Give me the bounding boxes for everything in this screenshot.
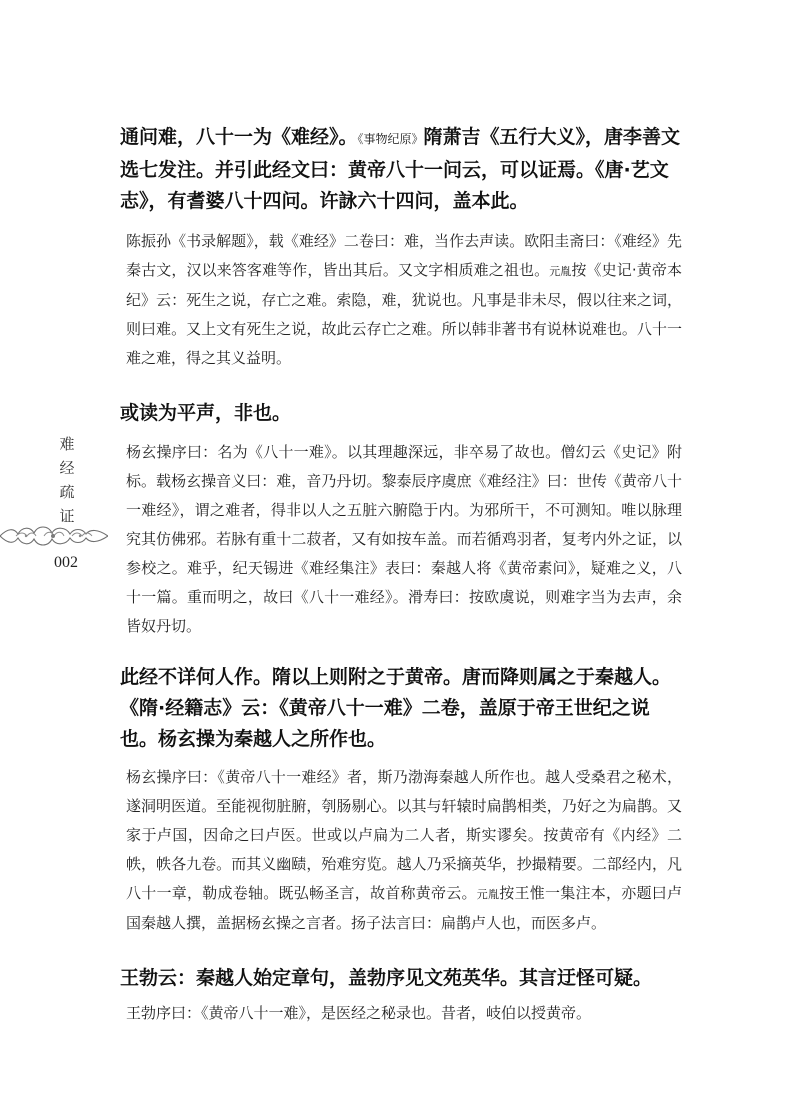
running-title xyxy=(52,432,82,528)
main-text-paragraph xyxy=(120,398,682,429)
commentary-paragraph xyxy=(120,438,682,641)
commentary-paragraph xyxy=(120,763,682,938)
commentary-paragraph xyxy=(120,999,682,1028)
text-run: 按王惟一集注本，亦题曰卢国秦越人撰，盖据杨玄操之言者。扬子法言曰：扁鹊卢人也，而医多卢。 xyxy=(126,884,682,932)
running-title-char: 疏 xyxy=(59,483,75,501)
main-text xyxy=(120,122,682,1028)
running-title-char: 经 xyxy=(59,459,75,477)
text-run: 陈振孙《书录解题》，载《难经》二卷曰：难，当作去声读。欧阳圭斋曰：《难经》先秦古文，汉以来答客难等作，皆出其后。又文字相质难之祖也。 xyxy=(126,232,682,279)
text-run: 或读为平声，非也。 xyxy=(120,402,292,424)
running-title-char: 证 xyxy=(59,507,75,525)
page-number: 002 xyxy=(54,554,78,571)
text-run: 按《史记·黄帝本纪》云：死生之说，存亡之难。索隐，难，犹说也。凡事是非未尽，假以往来之词，则曰难。又上文有死生之说，故此云存亡之难。所以韩非著书有说林说难也。八十一难之难，得之其义益明。 xyxy=(126,261,682,367)
cloud-ornament-icon xyxy=(0,519,108,553)
running-title-char: 难 xyxy=(59,435,75,453)
main-text-paragraph xyxy=(120,963,682,994)
text-run: 杨玄操序曰：名为《八十一难》。以其理趣深远，非卒易了故也。僧幻云《史记》附标。载杨玄操音义曰：难，音乃丹切。黎泰辰序虞庶《难经注》曰：世传《黄帝八十一难经》，谓之难者，得非以人之五脏六腑隐于内。为邪所干，不可测知。唯以脉理究其仿佛邪。若脉有重十二菽者，又有如按车盖。而若循鸡羽者，复考内外之证，以参校之。难乎，纪天锡进《难经集注》表曰：秦越人将《黄帝素问》，疑难之义，八十一篇。重而明之，故曰《八十一难经》。滑寿曰：按欧虞说，则难字当为去声，余皆奴丹切。 xyxy=(126,443,682,635)
text-run: 隋萧吉《五行大义》，唐李善文选七发注。并引此经文曰：黄帝八十一问云，可以证焉。《唐·艺文志》，有耆婆八十四问。许詠六十四问，盖本此。 xyxy=(120,126,681,212)
inline-annotation: 《事物纪原》 xyxy=(357,132,424,146)
text-run: 通问难，八十一为《难经》。 xyxy=(120,126,358,148)
text-run: 此经不详何人作。隋以上则附之于黄帝。唐而降则属之于秦越人。《隋·经籍志》云：《黄帝八十一难》二卷，盖原于帝王世纪之说也。杨玄操为秦越人之所作也。 xyxy=(120,666,672,750)
text-run: 王勃云：秦越人始定章句，盖勃序见文苑英华。其言迂怪可疑。 xyxy=(120,967,653,989)
text-run: 杨玄操序曰：《黄帝八十一难经》者，斯乃渤海秦越人所作也。越人受桑君之秘术，遂洞明医道。至能视彻脏腑，刳肠剔心。以其与轩辕时扁鹊相类，乃好之为扁鹊。又家于卢国，因命之曰卢医。世或以卢扁为二人者，斯实谬矣。按黄帝有《内经》二帙，帙各九卷。而其义幽赜，殆难穷览。越人乃采摘英华，抄撮精要。二部经内，凡八十一章，勒成卷轴。既弘畅圣言，故首称黄帝云。 xyxy=(126,768,682,902)
text-run: 王勃序曰：《黄帝八十一难》，是医经之秘录也。昔者，岐伯以授黄帝。 xyxy=(126,1004,592,1022)
main-text-paragraph xyxy=(120,122,682,217)
main-text-paragraph xyxy=(120,662,682,755)
inline-annotation: 元胤 xyxy=(476,888,500,901)
commentary-paragraph xyxy=(120,227,682,373)
inline-annotation: 元胤 xyxy=(549,265,572,278)
